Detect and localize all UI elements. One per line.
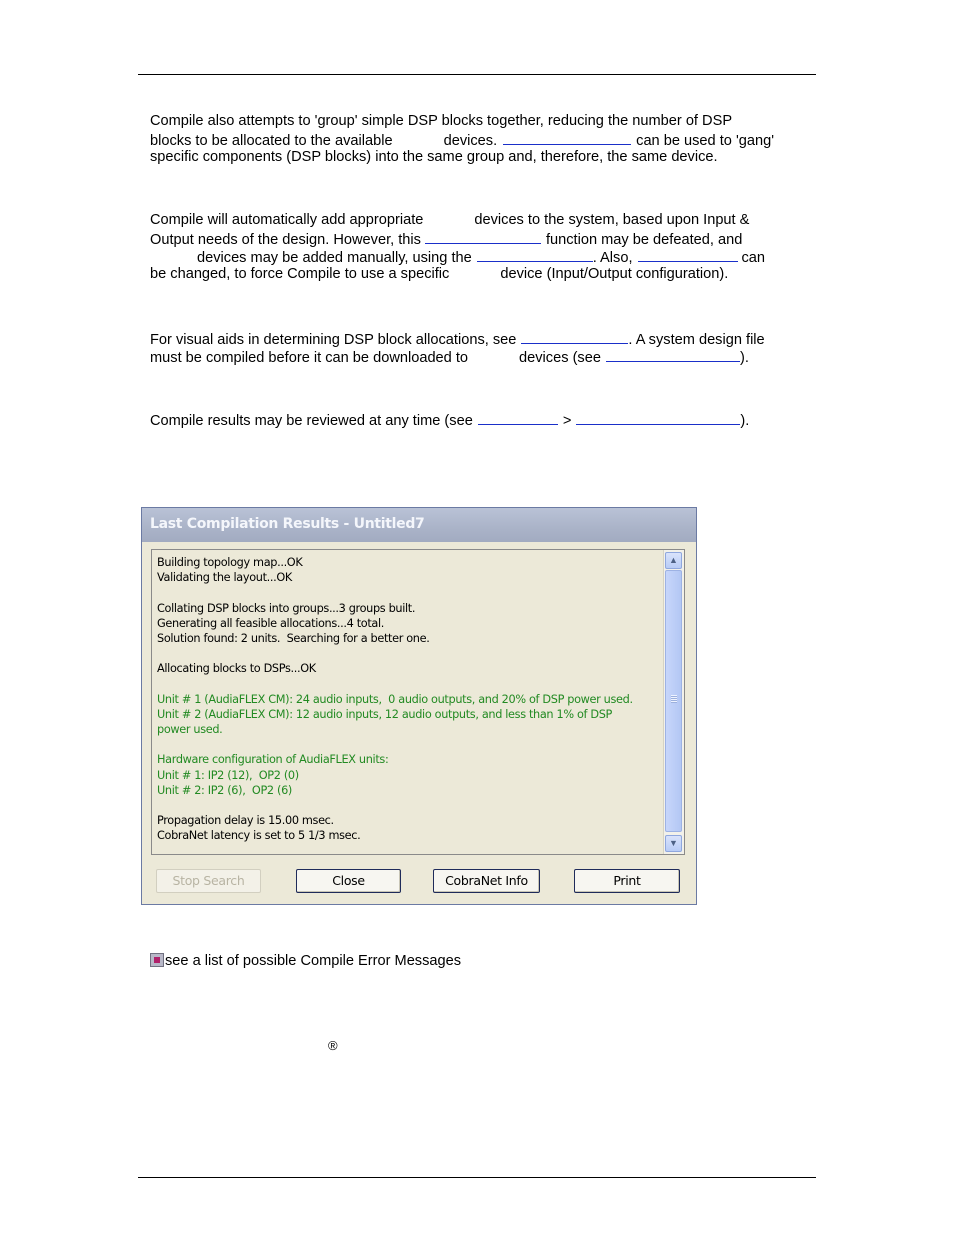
log-line: Hardware configuration of AudiaFLEX units:: [157, 753, 389, 767]
footer-rule: [138, 1177, 816, 1178]
log-line: Building topology map...OK: [157, 556, 303, 569]
header-rule: [138, 74, 816, 75]
text-segment: Output needs of the design. However, this: [150, 232, 421, 248]
text-segment: devices to the system, based upon Input &: [474, 212, 750, 228]
log-line: [157, 646, 665, 661]
close-button[interactable]: Close: [296, 869, 401, 893]
text-segment: Compile will automatically add appropriate: [150, 212, 424, 228]
log-line: Solution found: 2 units. Searching for a better one.: [157, 631, 430, 645]
paragraph-grouping: [150, 112, 815, 166]
text-segment: function may be defeated, and: [545, 232, 743, 248]
jump-link-icon: [150, 953, 164, 967]
dialog-title: Last Compilation Results - Untitled7: [150, 516, 425, 532]
text-segment: devices.: [443, 133, 498, 149]
text-segment: devices (see: [519, 350, 601, 366]
log-line: Unit # 2 (AudiaFLEX CM): 12 audio inputs, 12 audio outputs, and less than 1% of DSP: [157, 707, 613, 721]
stop-search-button[interactable]: Stop Search: [156, 869, 261, 893]
text-segment: For visual aids in determining DSP block allocations, see: [150, 332, 517, 348]
log-line: Propagation delay is 15.00 msec.: [157, 814, 334, 828]
text-segment: can: [741, 250, 766, 266]
log-line: [157, 585, 665, 600]
text-segment: can be used to 'gang': [636, 133, 774, 149]
link-placeholder[interactable]: [425, 229, 541, 244]
text-segment: device (Input/Output configuration).: [500, 266, 729, 282]
link-placeholder[interactable]: [477, 247, 593, 262]
scroll-up-arrow-icon[interactable]: ▲: [665, 552, 682, 569]
registered-mark: ®: [328, 1038, 338, 1053]
grip-icon: [671, 695, 677, 703]
link-placeholder[interactable]: [478, 410, 558, 425]
link-placeholder[interactable]: [576, 410, 740, 425]
text-segment: ).: [740, 413, 750, 429]
link-placeholder[interactable]: [503, 130, 631, 145]
text-segment: . Also,: [592, 250, 633, 266]
text-segment: Compile results may be reviewed at any time (see: [150, 413, 473, 429]
link-placeholder[interactable]: [521, 329, 628, 344]
text-line: Compile also attempts to 'group' simple DSP blocks together, reducing the number of DSP: [150, 113, 733, 129]
compile-log-content: [157, 555, 665, 844]
paragraph-review: [150, 410, 815, 428]
text-segment: >: [562, 413, 572, 429]
paragraph-devices: [150, 211, 815, 283]
log-line: Collating DSP blocks into groups...3 groups built.: [157, 601, 416, 615]
log-line: Unit # 2: IP2 (6), OP2 (6): [157, 783, 292, 797]
log-line: power used.: [157, 723, 223, 737]
dialog-titlebar[interactable]: [142, 508, 696, 542]
log-line: CobraNet latency is set to 5 1/3 msec.: [157, 829, 361, 843]
text-segment: must be compiled before it can be downloaded to: [150, 350, 469, 366]
log-line: Validating the layout...OK: [157, 571, 292, 585]
link-placeholder[interactable]: [606, 347, 740, 362]
error-messages-link-text[interactable]: see a list of possible Compile Error Messages: [165, 953, 462, 969]
compile-log-textbox[interactable]: [151, 549, 685, 855]
text-segment: blocks to be allocated to the available: [150, 133, 393, 149]
print-button[interactable]: Print: [574, 869, 680, 893]
text-segment: ).: [739, 350, 749, 366]
paragraph-visual-aids: [150, 329, 815, 365]
scroll-down-arrow-icon[interactable]: ▼: [665, 835, 682, 852]
text-segment: . A system design file: [628, 332, 765, 348]
log-line: [157, 798, 665, 813]
log-line: [157, 737, 665, 752]
scrollbar-thumb[interactable]: [665, 570, 682, 832]
log-line: [157, 677, 665, 692]
link-placeholder[interactable]: [638, 247, 738, 262]
compilation-results-dialog: [141, 507, 697, 905]
text-segment: devices may be added manually, using the: [197, 250, 472, 266]
log-line: Generating all feasible allocations...4 total.: [157, 616, 385, 630]
cobranet-info-button[interactable]: CobraNet Info: [433, 869, 540, 893]
log-line: Unit # 1: IP2 (12), OP2 (0): [157, 768, 299, 782]
error-messages-link[interactable]: [150, 952, 461, 970]
text-segment: be changed, to force Compile to use a specific: [150, 266, 450, 282]
log-line: Allocating blocks to DSPs...OK: [157, 662, 316, 676]
log-scrollbar[interactable]: [663, 550, 684, 854]
log-line: Unit # 1 (AudiaFLEX CM): 24 audio inputs, 0 audio outputs, and 20% of DSP power used.: [157, 692, 633, 706]
text-line: specific components (DSP blocks) into the same group and, therefore, the same device.: [150, 149, 718, 165]
